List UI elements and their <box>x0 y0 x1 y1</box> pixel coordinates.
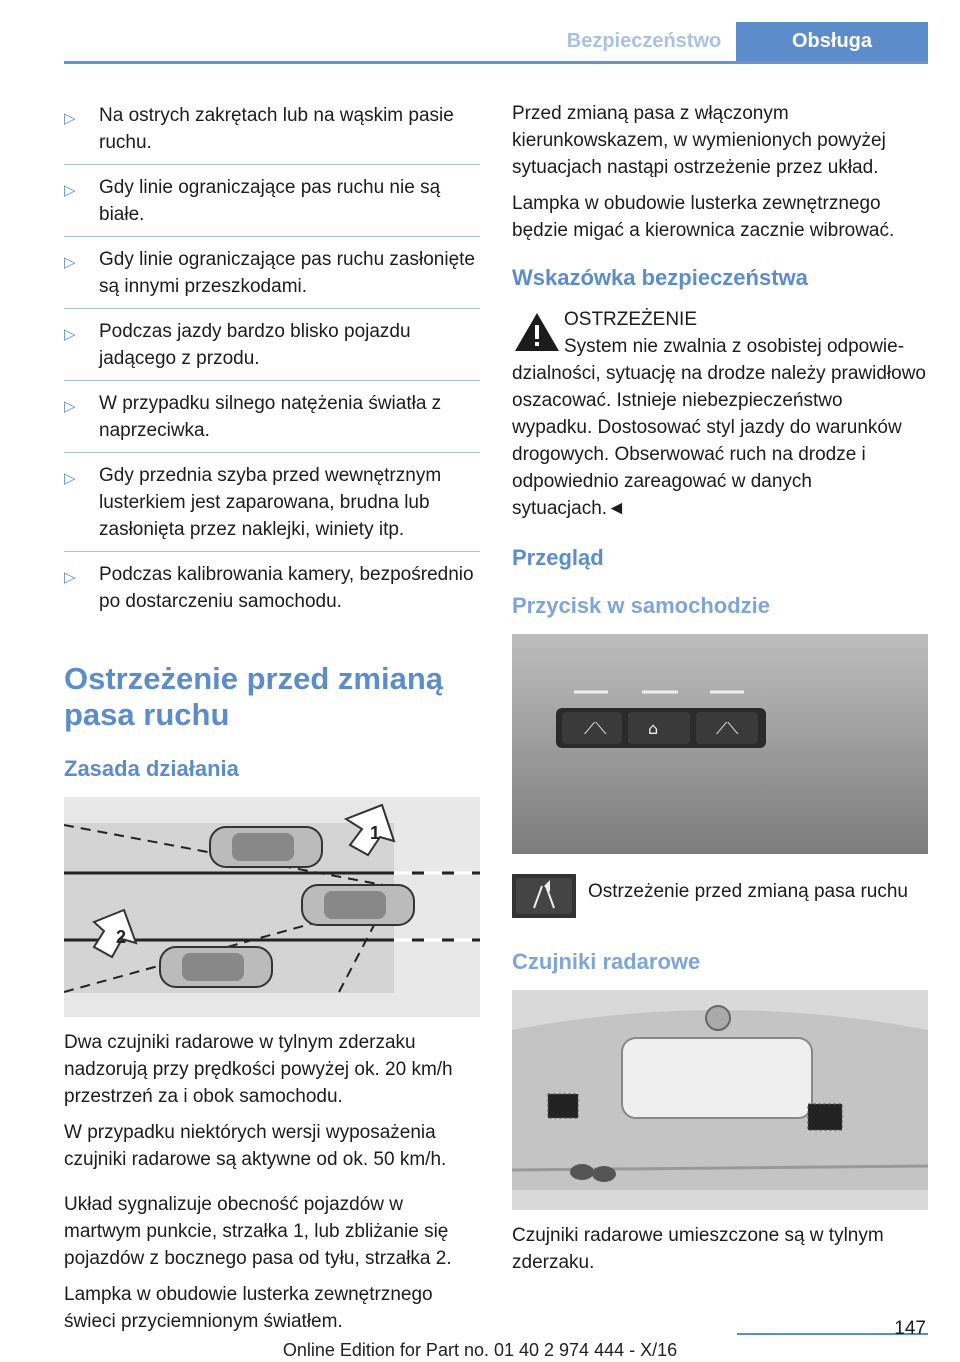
button-photo <box>512 634 928 854</box>
arrow-1-label: 1 <box>370 823 381 843</box>
radar-title: Czujniki radarowe <box>512 949 701 974</box>
paragraph: Układ sygnalizuje obecność pojazdów w martwym punkcie, strzałka 1, lub zbliżanie się pojazdów z bocznego pasa od tyłu, strzałka 2. <box>64 1194 452 1269</box>
tab-safety[interactable]: Bezpieczeństwo <box>566 30 722 52</box>
radar-caption: Czujniki radarowe umieszczone są w tylnym zderzaku. <box>512 1225 884 1273</box>
arrow-2-label: 2 <box>116 927 127 947</box>
warning-heading: OSTRZEŻENIE <box>564 309 698 330</box>
triangle-bullet-icon: ▷ <box>64 110 76 127</box>
list-item: ▷ Podczas jazdy bardzo blisko pojazdu jadącego z przodu. <box>64 316 480 381</box>
list-item: ▷ Na ostrych zakrętach lub na wąskim pasie ruchu. <box>64 100 480 165</box>
list-item: ▷ Gdy linie ograniczające pas ruchu nie są białe. <box>64 172 480 237</box>
list-item: ▷ Gdy przednia szyba przed wewnętrznym lusterkiem jest zaparowana, brudna lub zasłonięta przez naklejki, winiety itp. <box>64 460 480 552</box>
car-top-icon <box>210 827 322 867</box>
lane-change-warning-icon <box>512 874 576 918</box>
paragraph: Lampka w obudowie lusterka zewnętrznego świeci przyciemnionym światłem. <box>64 1284 433 1332</box>
paragraph: W przypadku niektórych wersji wyposażenia czujniki radarowe są aktywne od ok. 50 km/h. <box>64 1122 447 1170</box>
triangle-bullet-icon: ▷ <box>64 569 76 586</box>
radar-photo <box>512 990 928 1210</box>
button-caption: Ostrzeżenie przed zmianą pasa ruchu <box>588 881 908 902</box>
lane-diagram <box>64 797 480 1017</box>
paragraph: Dwa czujniki radarowe w tylnym zderzaku nadzorują przy prędkości powyżej ok. 20 km/h przestrzeń za i obok samochodu. <box>64 1032 453 1107</box>
left-column <box>64 100 480 1344</box>
tab-operation[interactable]: Obsługa <box>736 22 928 61</box>
warning-block <box>512 306 928 522</box>
triangle-bullet-icon: ▷ <box>64 470 76 487</box>
button-legend <box>512 874 928 918</box>
safety-title: Wskazówka bezpieczeństwa <box>512 265 808 290</box>
condition-list <box>64 100 480 623</box>
svg-text:⟋⟍: ⟋⟍ <box>584 719 607 738</box>
triangle-bullet-icon: ▷ <box>64 254 76 271</box>
svg-text:⌂: ⌂ <box>648 719 659 738</box>
warning-triangle-icon <box>512 310 562 354</box>
edition-footer: Online Edition for Part no. 01 40 2 974 444 - X/16 <box>282 1340 678 1360</box>
header-rule <box>64 61 928 64</box>
car-rear-icon <box>160 947 272 987</box>
triangle-bullet-icon: ▷ <box>64 182 76 199</box>
right-column <box>512 100 928 1285</box>
page-number: 147 <box>894 1318 926 1339</box>
paragraph: Przed zmianą pasa z włączonym kierunkowskazem, w wymienionych powyżej sytuacjach nastąpi ostrzeżenie przez układ. <box>512 103 886 178</box>
warning-text: System nie zwalnia z osobistej odpowie- <box>564 336 905 357</box>
subsection-title: Zasada działania <box>64 756 239 781</box>
list-item: ▷ Gdy linie ograniczające pas ruchu zasłonięte są innymi przeszkodami. <box>64 244 480 309</box>
list-item: ▷ W przypadku silnego natężenia światła z naprzeciwka. <box>64 388 480 453</box>
button-section-title: Przycisk w samochodzie <box>512 593 770 618</box>
paragraph: Lampka w obudowie lusterka zewnętrznego będzie migać a kierownica zacznie wibrować. <box>512 193 895 241</box>
triangle-bullet-icon: ▷ <box>64 326 76 343</box>
svg-text:⟋⟍: ⟋⟍ <box>716 719 739 738</box>
triangle-bullet-icon: ▷ <box>64 398 76 415</box>
list-item: ▷ Podczas kalibrowania kamery, bezpośrednio po dostarczeniu samochodu. <box>64 564 474 612</box>
warning-text-continued: dzialności, sytuację na drodze należy prawidłowo oszacować. Istnieje niebezpieczeństwo wypadku. Dostosować styl jazdy do warunków drogowych. Obserwować ruch na drodze i odpowiednio zareagować w danych sytuacjach.◄ <box>512 363 927 519</box>
car-bottom-icon <box>302 885 414 925</box>
section-title: Ostrzeżenie przed zmianą pasa ruchu <box>64 661 444 732</box>
overview-title: Przegląd <box>512 545 604 570</box>
